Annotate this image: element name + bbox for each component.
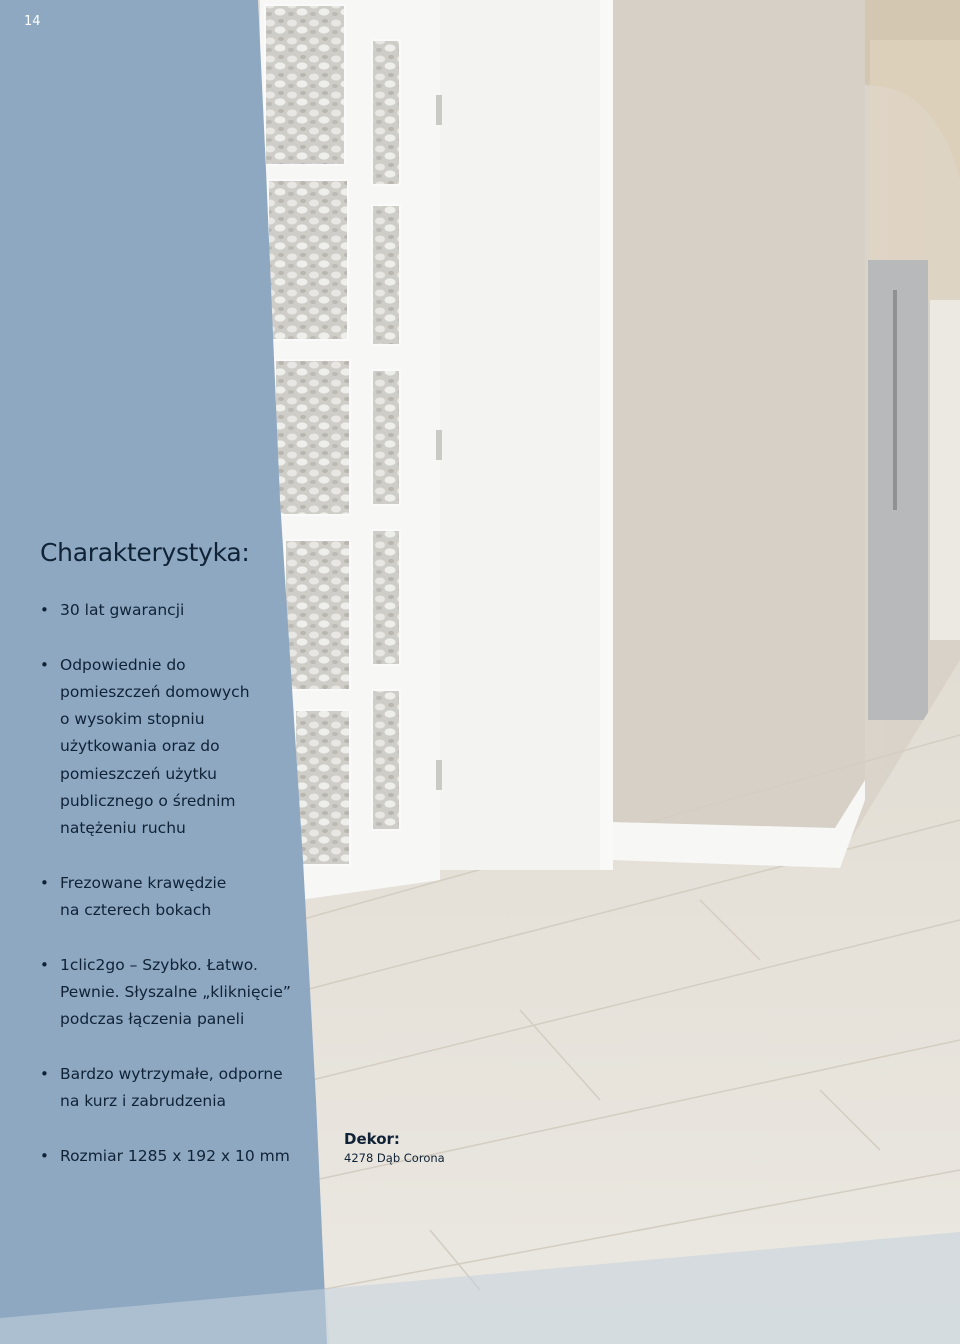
feature-item: [40, 597, 330, 624]
feature-item: [40, 870, 330, 925]
feature-item: [40, 952, 330, 1034]
page-number: 14: [24, 14, 41, 29]
feature-line: Odpowiednie do: [60, 655, 186, 674]
feature-line: 1clic2go – Szybko. Łatwo.: [60, 955, 258, 974]
feature-line: podczas łączenia paneli: [60, 1010, 245, 1029]
features-list: [40, 597, 330, 1198]
feature-line: publicznego o średnim: [60, 792, 236, 811]
feature-line: Rozmiar 1285 x 192 x 10 mm: [60, 1146, 290, 1165]
dekor-name: 4278 Dąb Corona: [344, 1151, 445, 1165]
feature-line: na kurz i zabrudzenia: [60, 1092, 227, 1111]
feature-line: 30 lat gwarancji: [60, 601, 185, 619]
feature-item: [40, 1143, 330, 1170]
dekor-label: Dekor:: [344, 1130, 400, 1148]
feature-line: natężeniu ruchu: [60, 819, 186, 838]
feature-line: Bardzo wytrzymałe, odporne: [60, 1065, 283, 1084]
feature-line: użytkowania oraz do: [60, 737, 220, 756]
feature-line: pomieszczeń użytku: [60, 764, 217, 783]
characteristics-panel: [0, 0, 330, 1344]
feature-line: Frezowane krawędzie: [60, 873, 227, 892]
dekor-caption: [344, 1130, 445, 1165]
characteristics-title: Charakterystyka:: [40, 538, 250, 567]
feature-line: pomieszczeń domowych: [60, 682, 250, 701]
feature-item: [40, 1061, 330, 1116]
feature-line: na czterech bokach: [60, 901, 212, 920]
feature-line: Pewnie. Słyszalne „kliknięcie”: [60, 983, 291, 1002]
feature-line: o wysokim stopniu: [60, 710, 205, 729]
feature-item: [40, 652, 330, 843]
